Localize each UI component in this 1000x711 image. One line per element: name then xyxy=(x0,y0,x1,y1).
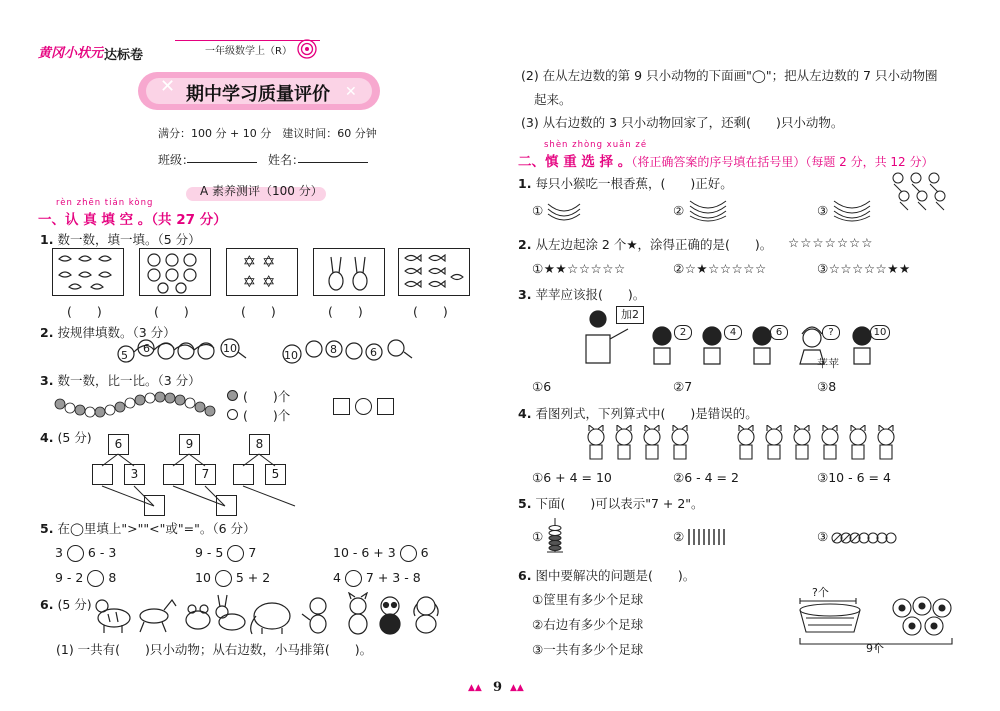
c6-question-label: ?个 xyxy=(812,586,829,599)
q5-b-right: 7 xyxy=(248,545,257,560)
monkey-group-icon xyxy=(888,168,950,214)
q4-blank-3[interactable] xyxy=(233,464,254,485)
c5-opt-2[interactable] xyxy=(673,529,684,544)
q1-answer-4[interactable]: ( ) xyxy=(328,304,363,319)
q1-num: 1. xyxy=(40,232,54,247)
part1-title: 一、认 真 填 空 。（共 27 分） xyxy=(38,212,227,228)
banana-bunch-icon xyxy=(688,196,728,224)
part1-pinyin: rèn zhēn tián kòng xyxy=(56,198,154,208)
q5-e-left: 10 xyxy=(195,570,211,585)
part2-pinyin: shèn zhòng xuǎn zé xyxy=(544,140,648,150)
score-time: 满分：100 分 + 10 分 建议时间：60 分钟 xyxy=(158,127,377,140)
section-a-title: A 素养测评（100 分） xyxy=(200,184,323,198)
c6-opt-3[interactable]: ③一共有多少个足球 xyxy=(532,642,644,657)
c3-bubble-4: ? xyxy=(822,325,840,340)
q4-result-2[interactable] xyxy=(216,495,237,516)
q6-num: 6. xyxy=(40,597,54,612)
c3-girl-name: 苹苹 xyxy=(817,357,839,370)
q4-top-3: 8 xyxy=(249,434,270,455)
c4-opt-2[interactable]: ②6 - 4 = 2 xyxy=(673,470,739,485)
child-icon xyxy=(653,327,671,364)
cat-icon xyxy=(850,425,866,459)
q5-d-circle[interactable] xyxy=(87,570,104,587)
q4-num: 4. xyxy=(40,430,54,445)
class-field[interactable] xyxy=(187,162,257,163)
star-icon: ✡✡ ✡✡ xyxy=(242,252,282,291)
q1-text: 数一数，填一填。（5 分） xyxy=(57,232,201,247)
c3-opt-3[interactable]: ③8 xyxy=(817,379,837,394)
q5-a-circle[interactable] xyxy=(67,545,84,562)
c4-cats-right xyxy=(736,425,911,463)
c3-text: 苹苹应该报( )。 xyxy=(535,287,646,302)
c6-opt-1[interactable]: ①筐里有多少个足球 xyxy=(532,592,644,607)
c4-num: 4. xyxy=(518,406,532,421)
q5-f-right: 7 + 3 - 8 xyxy=(365,570,421,585)
q2-text: 按规律填数。（3 分） xyxy=(57,325,176,340)
c2-text: 从左边起涂 2 个★，涂得正确的是( )。 xyxy=(535,237,773,252)
q4-known-3: 5 xyxy=(265,464,286,485)
c4-opt-3[interactable]: ③10 - 6 = 4 xyxy=(817,470,891,485)
c5-opt-3[interactable] xyxy=(817,529,828,544)
c1-opt-3[interactable] xyxy=(817,203,828,218)
grade-book: 一年级数学上（R） xyxy=(205,46,292,57)
cat-icon xyxy=(794,425,810,459)
abacus-icon xyxy=(545,516,565,556)
soccer-ball-icon xyxy=(933,599,951,617)
q2-num: 2. xyxy=(40,325,54,340)
footer-decor-left: ▲▲ xyxy=(468,683,482,693)
c1-opt-1[interactable] xyxy=(532,203,543,218)
child-icon xyxy=(753,327,771,364)
rabbit-icon xyxy=(314,249,384,295)
c1-opt-1-label: ① xyxy=(532,203,544,218)
c3-bubble-1: 2 xyxy=(674,325,692,340)
name-label: 姓名： xyxy=(268,153,305,167)
part2-instr: （将正确答案的序号填在括号里）（每题 2 分，共 12 分） xyxy=(631,155,934,169)
q4-text: (5 分) xyxy=(57,430,92,445)
q2-r2-v3: 8 xyxy=(330,343,337,356)
q4-top-1: 6 xyxy=(108,434,129,455)
c5-text: 下面( )可以表示"7 + 2"。 xyxy=(535,496,704,511)
cat-icon xyxy=(616,425,632,459)
q1-answer-5[interactable]: ( ) xyxy=(413,304,448,319)
horse-icon xyxy=(140,600,176,632)
q4-blank-2[interactable] xyxy=(163,464,184,485)
q2-r2-v1: 10 xyxy=(284,349,298,362)
spiral-icon xyxy=(296,38,318,60)
c2-opt-1[interactable]: ①★★☆☆☆☆☆ xyxy=(532,261,626,276)
q1-answer-1[interactable]: ( ) xyxy=(67,304,102,319)
q5-d-left: 9 - 2 xyxy=(55,570,84,585)
c3-opt-1[interactable]: ①6 xyxy=(532,379,552,394)
c5-opt-2-label: ② xyxy=(673,529,685,544)
bird-icon xyxy=(53,249,123,295)
q5-e-right: 5 + 2 xyxy=(235,570,271,585)
part2-title: 二、慎 重 选 择 。 xyxy=(518,154,632,170)
c1-opt-2[interactable] xyxy=(673,203,684,218)
q1-box-apples xyxy=(139,248,211,296)
white-bead-icon xyxy=(227,409,238,420)
q3-compare-box-right[interactable] xyxy=(377,398,394,415)
cat-icon xyxy=(738,425,754,459)
cat-icon xyxy=(349,593,367,634)
c5-num: 5. xyxy=(518,496,532,511)
banana-bunch-icon xyxy=(546,198,582,222)
c2-num: 2. xyxy=(518,237,532,252)
c3-sign: 加2 xyxy=(616,306,644,324)
q1-box-fish xyxy=(398,248,470,296)
name-field[interactable] xyxy=(298,162,368,163)
soccer-ball-icon xyxy=(893,599,911,617)
dog-icon xyxy=(414,597,438,633)
q5-f-circle[interactable] xyxy=(345,570,362,587)
q3-answer-gray[interactable]: ( )个 xyxy=(243,389,291,404)
c5-opt-1[interactable] xyxy=(532,529,543,544)
q5-b-left: 9 - 5 xyxy=(195,545,224,560)
q2-r1-v2: 6 xyxy=(143,342,150,355)
soccer-ball-icon xyxy=(925,617,943,635)
elephant-icon xyxy=(251,603,290,634)
q4-known-2: 7 xyxy=(195,464,216,485)
q1-answer-2[interactable]: ( ) xyxy=(154,304,189,319)
q5-e-circle[interactable] xyxy=(215,570,232,587)
page-number: 9 xyxy=(493,680,503,695)
q3-num: 3. xyxy=(40,373,54,388)
c6-total-label: 9个 xyxy=(866,642,884,655)
series-title: 达标卷 xyxy=(104,48,144,63)
q6-sub1: (1) 一共有( )只小动物；从右边数，小马排第( )。 xyxy=(56,642,373,657)
q3-answer-white[interactable]: ( )个 xyxy=(243,408,291,423)
c6-num: 6. xyxy=(518,568,532,583)
tiger-icon xyxy=(96,600,130,633)
child-icon xyxy=(853,327,871,364)
q3-compare-box-left[interactable] xyxy=(333,398,350,415)
c1-opt-2-label: ② xyxy=(673,203,685,218)
q3-compare-circle[interactable] xyxy=(355,398,372,415)
panda-icon xyxy=(380,597,400,634)
c4-cats-left xyxy=(586,425,706,463)
q2-r1-v1: 5 xyxy=(121,349,128,362)
apple-icon xyxy=(140,249,210,295)
monkey-icon xyxy=(302,598,326,633)
q5-a-left: 3 xyxy=(55,545,63,560)
c3-bubble-2: 4 xyxy=(724,325,742,340)
soccer-ball-icon xyxy=(913,597,931,615)
c3-num: 3. xyxy=(518,287,532,302)
c3-bubble-5: 10 xyxy=(870,325,890,340)
c6-opt-2[interactable]: ②右边有多少个足球 xyxy=(532,617,644,632)
q5-c-right: 6 xyxy=(420,545,429,560)
cat-icon xyxy=(766,425,782,459)
c2-opt-2[interactable]: ②☆★☆☆☆☆☆ xyxy=(673,261,767,276)
q2-chain-2 xyxy=(278,338,418,364)
q5-d-right: 8 xyxy=(108,570,117,585)
q5-f-left: 4 xyxy=(333,570,341,585)
c3-opt-2[interactable]: ②7 xyxy=(673,379,693,394)
cat-icon xyxy=(822,425,838,459)
cat-icon xyxy=(588,425,604,459)
banner-x-mark: ✕ xyxy=(160,76,176,97)
child-icon xyxy=(703,327,721,364)
cat-icon xyxy=(672,425,688,459)
q2-r1-v5: 10 xyxy=(223,342,237,355)
q6-sub3: (3) 从右边数的 3 只小动物回家了，还剩( )只小动物。 xyxy=(521,115,844,130)
q1-answer-3[interactable]: ( ) xyxy=(241,304,276,319)
gray-bead-icon xyxy=(227,390,238,401)
q5-text: 在◯里填上">""<"或"="。（6 分） xyxy=(57,521,256,536)
c1-opt-3-label: ③ xyxy=(817,203,829,218)
q4-known-1: 3 xyxy=(124,464,145,485)
q6-sub2-line2: 起来。 xyxy=(534,92,572,107)
q4-result-1[interactable] xyxy=(144,495,165,516)
c4-opt-1[interactable]: ①6 + 4 = 10 xyxy=(532,470,612,485)
class-label: 班级： xyxy=(158,153,195,167)
q5-num: 5. xyxy=(40,521,54,536)
c3-bubble-3: 6 xyxy=(770,325,788,340)
q1-box-rabbits xyxy=(313,248,385,296)
brand-logo: 黄冈小状元 xyxy=(38,46,104,61)
q5-b-circle[interactable] xyxy=(227,545,244,562)
c6-text: 图中要解决的问题是( )。 xyxy=(535,568,696,583)
basket-icon xyxy=(800,604,860,632)
c1-num: 1. xyxy=(518,176,532,191)
footer-decor-right: ▲▲ xyxy=(510,683,524,693)
c5-opt-1-label: ① xyxy=(532,529,544,544)
page-title: 期中学习质量评价 xyxy=(186,84,330,105)
banana-bunch-icon xyxy=(832,196,872,224)
q6-sub2-line1: (2) 在从左边数的第 9 只小动物的下面画"◯"；把从左边数的 7 只小动物圈 xyxy=(521,68,938,83)
q1-box-stars xyxy=(226,248,298,296)
c2-star-row: ☆☆☆☆☆☆☆ xyxy=(788,235,874,250)
q4-top-2: 9 xyxy=(179,434,200,455)
sticks-icon xyxy=(687,528,729,546)
q6-animals-row xyxy=(92,592,442,636)
q4-blank-1[interactable] xyxy=(92,464,113,485)
q6-text: (5 分) xyxy=(57,597,92,612)
c4-text: 看图列式，下列算式中( )是错误的。 xyxy=(535,406,758,421)
cat-icon xyxy=(644,425,660,459)
c5-opt-3-label: ③ xyxy=(817,529,829,544)
q2-r2-v5: 6 xyxy=(370,346,377,359)
frog-icon xyxy=(186,605,210,629)
q3-bead-string xyxy=(52,388,222,422)
circles-row-icon xyxy=(831,530,901,546)
fish-icon xyxy=(399,249,469,295)
soccer-ball-icon xyxy=(903,617,921,635)
q3-text: 数一数，比一比。（3 分） xyxy=(57,373,201,388)
q1-box-birds xyxy=(52,248,124,296)
rabbit-icon xyxy=(216,595,245,630)
cat-icon xyxy=(878,425,894,459)
q5-a-right: 6 - 3 xyxy=(87,545,117,560)
banner-x-mark: ✕ xyxy=(345,84,357,100)
c1-text: 每只小猴吃一根香蕉，( )正好。 xyxy=(535,176,733,191)
q5-c-left: 10 - 6 + 3 xyxy=(333,545,396,560)
c2-opt-3[interactable]: ③☆☆☆☆☆★★ xyxy=(817,261,911,276)
q5-c-circle[interactable] xyxy=(400,545,417,562)
